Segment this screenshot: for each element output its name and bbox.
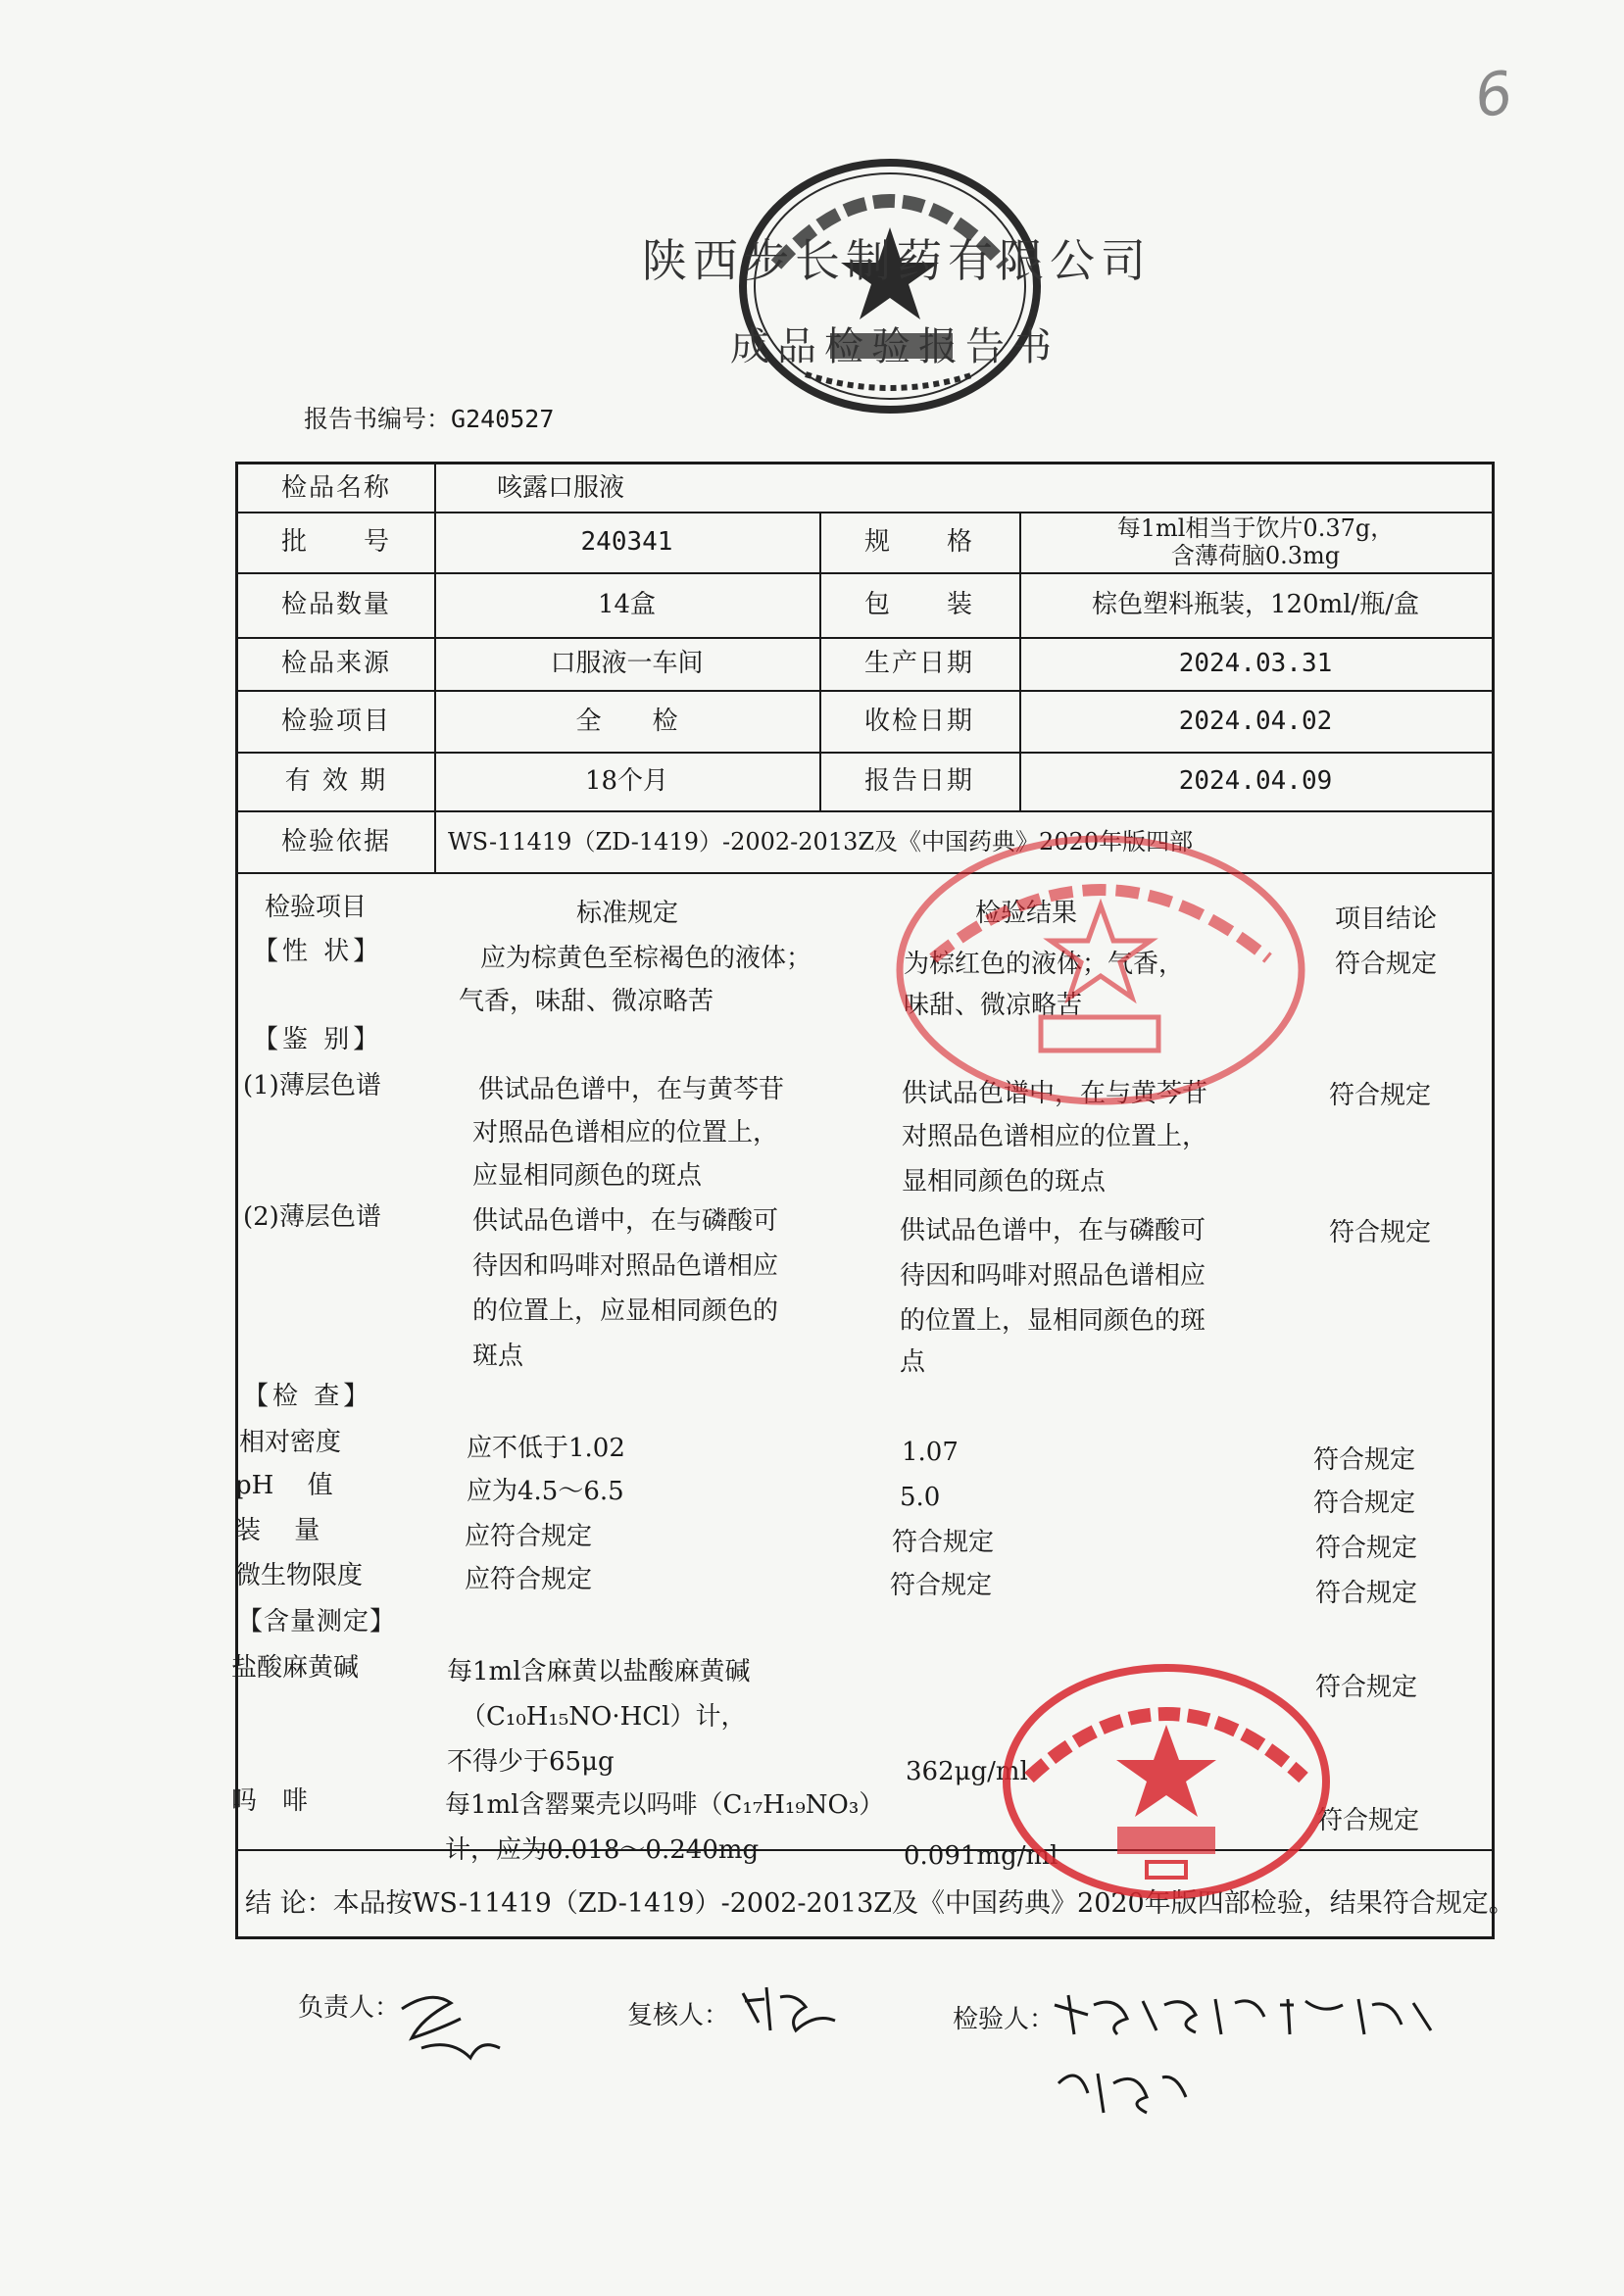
prod-date-value: 2024.03.31 <box>1178 649 1333 678</box>
check-conc: 符合规定 <box>1315 1579 1418 1608</box>
check-name: pH 值 <box>235 1471 333 1500</box>
section-identification: 【鉴 别】 <box>253 1025 383 1054</box>
appearance-res-1: 为棕红色的液体；气香， <box>904 950 1185 979</box>
assay2-res: 0.091mg/ml <box>904 1841 1058 1871</box>
source-label: 检品来源 <box>280 649 391 678</box>
spec-label: 规 格 <box>863 527 974 557</box>
tlc1-std-2: 对照品色谱相应的位置上， <box>472 1118 779 1148</box>
tlc2-std-2: 待因和吗啡对照品色谱相应 <box>472 1251 779 1281</box>
batch-label: 批 号 <box>280 527 391 557</box>
check-conc: 符合规定 <box>1313 1489 1416 1518</box>
check-conc: 符合规定 <box>1315 1534 1418 1563</box>
tlc1-conc: 符合规定 <box>1329 1081 1432 1110</box>
recv-date-value: 2024.04.02 <box>1178 706 1333 736</box>
tlc2-res-2: 待因和吗啡对照品色谱相应 <box>900 1261 1206 1291</box>
report-date-label: 报告日期 <box>863 766 974 796</box>
assay1-std-2: （C₁₀H₁₅NO·HCl）计， <box>461 1702 747 1732</box>
appearance-std-2: 气香，味甜、微凉略苦 <box>459 987 714 1016</box>
tlc2-res-1: 供试品色谱中，在与磷酸可 <box>900 1216 1206 1246</box>
responsible-label: 负责人： <box>298 1993 401 2023</box>
tlc2-res-4: 点 <box>900 1347 926 1377</box>
check-res: 1.07 <box>902 1438 959 1467</box>
responsible-signature <box>392 1979 510 2077</box>
check-res: 5.0 <box>900 1483 941 1512</box>
pack-label: 包 装 <box>863 590 974 619</box>
source-value: 口服液一车间 <box>550 649 704 678</box>
tlc2-name: (2)薄层色谱 <box>243 1202 381 1232</box>
check-std: 应符合规定 <box>465 1565 593 1594</box>
qty-value: 14盒 <box>597 590 657 619</box>
section-inspection: 【检 查】 <box>243 1382 373 1411</box>
appearance-std-1: 应为棕黄色至棕褐色的液体； <box>480 944 812 973</box>
batch-value: 240341 <box>580 527 673 557</box>
assay1-std-3: 不得少于65μg <box>447 1747 615 1777</box>
tlc1-std-3: 应显相同颜色的斑点 <box>472 1161 703 1191</box>
report-number-value: G240527 <box>451 405 555 433</box>
qty-label: 检品数量 <box>280 590 391 619</box>
pack-value: 棕色塑料瓶装，120ml/瓶/盒 <box>1091 590 1420 619</box>
valid-value: 18个月 <box>584 766 669 796</box>
conclusion-label: 结 论： <box>245 1888 333 1919</box>
assay2-name: 吗 啡 <box>231 1786 309 1816</box>
section-appearance: 【性 状】 <box>253 937 383 966</box>
tlc2-conc: 符合规定 <box>1329 1218 1432 1247</box>
assay1-name: 盐酸麻黄碱 <box>231 1653 360 1683</box>
spec-value: 每1ml相当于饮片0.37g， 含薄荷脑0.3mg <box>1116 514 1395 569</box>
inspector-label: 检验人： <box>953 2005 1056 2034</box>
qa-department-seal <box>894 831 1307 1109</box>
check-name: 装 量 <box>235 1516 320 1545</box>
tlc1-res-2: 对照品色谱相应的位置上， <box>902 1122 1208 1151</box>
tlc1-name: (1)薄层色谱 <box>243 1071 381 1100</box>
tlc1-res-3: 显相同颜色的斑点 <box>902 1167 1107 1197</box>
report-number: 报告书编号：G240527 <box>304 405 555 433</box>
item-value: 全 检 <box>575 706 678 736</box>
col-item: 检验项目 <box>265 893 368 922</box>
check-std: 应不低于1.02 <box>467 1434 625 1463</box>
reviewer-signature <box>737 1974 845 2042</box>
col-result: 检验结果 <box>975 899 1078 928</box>
appearance-res-2: 味甜、微凉略苦 <box>904 991 1083 1020</box>
tlc2-std-1: 供试品色谱中，在与磷酸可 <box>472 1206 779 1236</box>
basis-value: WS-11419（ZD-1419）-2002-2013Z及《中国药典》2020年版四部 <box>448 827 1194 855</box>
section-assay: 【含量测定】 <box>237 1607 397 1637</box>
recv-date-label: 收检日期 <box>863 706 974 736</box>
name-value: 咳露口服液 <box>497 473 625 503</box>
item-label: 检验项目 <box>280 706 391 736</box>
basis-label: 检验依据 <box>280 826 391 856</box>
tlc2-std-3: 的位置上，应显相同颜色的 <box>472 1296 779 1326</box>
assay2-std-1: 每1ml含罂粟壳以吗啡（C₁₇H₁₉NO₃） <box>445 1790 885 1820</box>
assay1-conc: 符合规定 <box>1315 1673 1418 1702</box>
tlc2-std-4: 斑点 <box>472 1342 524 1371</box>
prod-date-label: 生产日期 <box>863 649 974 678</box>
check-name: 微生物限度 <box>235 1561 364 1590</box>
assay2-std-2: 计，应为0.018～0.240mg <box>445 1835 760 1865</box>
assay1-std-1: 每1ml含麻黄以盐酸麻黄碱 <box>447 1657 751 1686</box>
check-conc: 符合规定 <box>1313 1445 1416 1475</box>
inspector-signatures <box>1049 1976 1451 2132</box>
document-title: 成品检验报告书 <box>730 324 1059 369</box>
tlc1-std-1: 供试品色谱中，在与黄芩苷 <box>478 1075 785 1104</box>
appearance-conc: 符合规定 <box>1335 950 1438 979</box>
page-number: 6 <box>1470 58 1517 132</box>
check-std: 应为4.5～6.5 <box>467 1477 624 1506</box>
conclusion-text: 本品按WS-11419（ZD-1419）-2002-2013Z及《中国药典》2020年版四部检验，结果符合规定。 <box>332 1888 1515 1919</box>
check-res: 符合规定 <box>892 1528 995 1557</box>
col-conclusion: 项目结论 <box>1335 904 1438 934</box>
report-date-value: 2024.04.09 <box>1178 766 1333 796</box>
assay1-res: 362μg/ml <box>906 1757 1028 1786</box>
reviewer-label: 复核人： <box>627 2001 730 2030</box>
company-name: 陕西步长制药有限公司 <box>642 234 1152 287</box>
tlc1-res-1: 供试品色谱中，在与黄芩苷 <box>902 1079 1208 1108</box>
name-label: 检品名称 <box>280 473 391 503</box>
check-res: 符合规定 <box>890 1571 993 1600</box>
valid-label: 有 效 期 <box>284 766 388 796</box>
sales-quality-seal <box>1000 1660 1333 1903</box>
check-std: 应符合规定 <box>465 1522 593 1551</box>
assay2-conc: 符合规定 <box>1317 1806 1420 1835</box>
check-name: 相对密度 <box>239 1428 342 1457</box>
tlc2-res-3: 的位置上，显相同颜色的斑 <box>900 1306 1206 1336</box>
col-standard: 标准规定 <box>576 899 679 928</box>
